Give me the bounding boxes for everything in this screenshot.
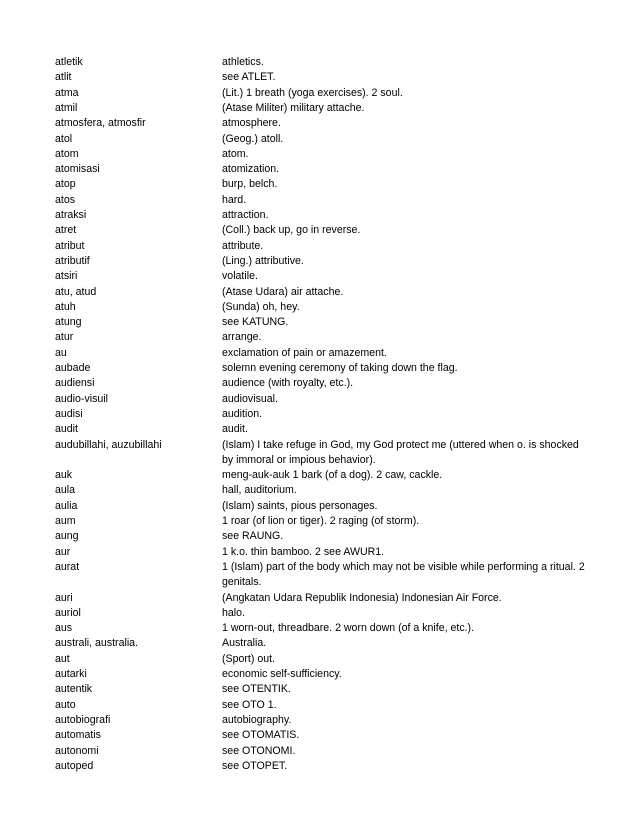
entry-term: aut xyxy=(55,652,70,665)
entry-definition: (Sunda) oh, hey. xyxy=(222,300,300,313)
entry-term: audiensi xyxy=(55,377,95,390)
entry-definition: (Islam) saints, pious personages. xyxy=(222,499,378,512)
entry-term: australi, australia. xyxy=(55,637,139,650)
entry-term: atma xyxy=(55,86,79,99)
entry-term: automatis xyxy=(55,729,101,742)
entry-definition: arrange. xyxy=(222,331,262,344)
entry-term: atur xyxy=(55,331,74,344)
entry-definition: hall, auditorium. xyxy=(222,484,297,497)
entry-definition: 1 roar (of lion or tiger). 2 raging (of storm). xyxy=(222,515,420,527)
entry-definition: 1 (Islam) part of the body which may not be visible while performing a ritual. 2 genitals. xyxy=(222,560,585,589)
entry-definition: (Ling.) attributive. xyxy=(222,254,304,267)
entry-definition: autobiography. xyxy=(222,713,292,726)
entry-definition: solemn evening ceremony of taking down the flag. xyxy=(222,362,458,374)
entry-definition: see RAUNG. xyxy=(222,530,284,543)
entry-definition: audit. xyxy=(222,423,248,436)
entry-term: atribut xyxy=(55,239,85,252)
entry-term: autobiografi xyxy=(55,713,111,726)
entry-definition: (Geog.) atoll. xyxy=(222,132,284,145)
entry-term: audubillahi, auzubillahi xyxy=(55,438,162,451)
entry-term: atu, atud xyxy=(55,285,97,298)
entry-definition: 1 worn-out, threadbare. 2 worn down (of a knife, etc.). xyxy=(222,622,475,635)
entry-term: aum xyxy=(55,515,76,527)
entry-definition: (Islam) I take refuge in God, my God protect me (uttered when o. is shocked by immoral or impious behavior). xyxy=(222,438,579,466)
entry-term: aubade xyxy=(55,362,91,374)
entry-term: aurat xyxy=(55,560,80,573)
entry-definition: volatile. xyxy=(222,270,258,283)
entry-term: atos xyxy=(55,193,76,206)
entry-term: audit xyxy=(55,423,78,436)
entry-definition: audiovisual. xyxy=(222,392,278,405)
entry-term: autoped xyxy=(55,759,94,772)
entry-term: atom xyxy=(55,147,79,160)
entry-term: aur xyxy=(55,545,71,558)
entry-term: atmil xyxy=(55,101,78,114)
entry-term: atletik xyxy=(55,56,83,68)
entry-definition: Australia. xyxy=(222,637,267,650)
entry-term: aung xyxy=(55,530,79,543)
entry-term: au xyxy=(55,346,67,359)
entry-term: auriol xyxy=(55,606,81,619)
entry-definition: exclamation of pain or amazement. xyxy=(222,346,387,359)
entry-term: atsiri xyxy=(55,270,78,283)
entry-definition: (Atase Militer) military attache. xyxy=(222,101,365,114)
entry-definition: see OTOPET. xyxy=(222,759,288,772)
entry-definition: see OTOMATIS. xyxy=(222,729,300,742)
entry-term: atuh xyxy=(55,300,76,313)
entry-definition: see KATUNG. xyxy=(222,316,289,329)
entry-term: atmosfera, atmosfir xyxy=(55,117,146,130)
entry-definition: athletics. xyxy=(222,56,264,68)
entry-definition: atomization. xyxy=(222,163,280,176)
entry-term: autentik xyxy=(55,683,93,696)
entry-definition: burp, belch. xyxy=(222,178,278,191)
entry-term: autarki xyxy=(55,668,87,680)
entry-definition: 1 k.o. thin bamboo. 2 see AWUR1. xyxy=(222,545,385,558)
entry-term: audisi xyxy=(55,407,83,420)
entry-term: atraksi xyxy=(55,209,87,221)
entry-definition: audition. xyxy=(222,407,263,420)
entry-term: auri xyxy=(55,591,73,604)
entry-definition: see ATLET. xyxy=(222,71,276,84)
entry-definition: (Atase Udara) air attache. xyxy=(222,285,344,298)
entry-definition: audience (with royalty, etc.). xyxy=(222,377,354,390)
entry-term: atret xyxy=(55,224,77,237)
entry-definition: atmosphere. xyxy=(222,117,281,130)
entry-definition: see OTENTIK. xyxy=(222,683,291,696)
entry-term: audio-visuil xyxy=(55,392,108,405)
entry-term: aus xyxy=(55,622,73,635)
entry-definition: attribute. xyxy=(222,239,264,252)
entry-term: atung xyxy=(55,316,82,329)
entry-definition: meng-auk-auk 1 bark (of a dog). 2 caw, cackle. xyxy=(222,469,443,482)
entry-term: atop xyxy=(55,178,76,191)
entry-definition: (Lit.) 1 breath (yoga exercises). 2 soul. xyxy=(222,86,403,99)
entry-definition: atom. xyxy=(222,147,249,160)
entry-term: atlit xyxy=(55,71,72,84)
entry-term: atomisasi xyxy=(55,163,100,176)
entry-definition: hard. xyxy=(222,193,247,206)
entry-term: auk xyxy=(55,469,73,482)
entry-term: auto xyxy=(55,698,76,711)
entry-definition: see OTO 1. xyxy=(222,698,277,711)
entry-definition: see OTONOMI. xyxy=(222,744,296,757)
entry-definition: attraction. xyxy=(222,209,269,221)
entry-definition: (Angkatan Udara Republik Indonesia) Indonesian Air Force. xyxy=(222,591,502,604)
entry-term: atol xyxy=(55,132,73,145)
entry-term: autonomi xyxy=(55,744,99,757)
entry-term: atributif xyxy=(55,254,90,267)
entry-term: aula xyxy=(55,484,76,497)
entry-definition: economic self-sufficiency. xyxy=(222,668,342,680)
entry-definition: halo. xyxy=(222,606,245,619)
entry-term: aulia xyxy=(55,499,78,512)
entry-definition: (Sport) out. xyxy=(222,652,275,665)
entry-definition: (Coll.) back up, go in reverse. xyxy=(222,224,361,237)
